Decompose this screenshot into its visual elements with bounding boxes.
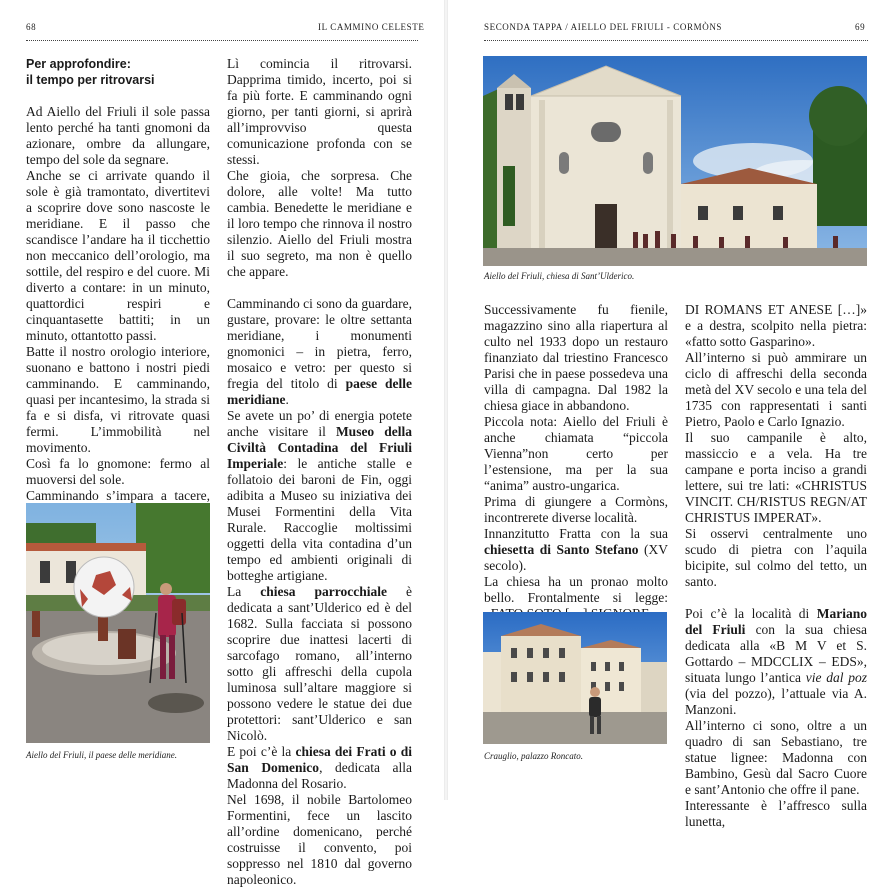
photo-caption-top: Aiello del Friuli, chiesa di Sant’Ulderico. — [484, 271, 635, 281]
running-head-right: SECONDA TAPPA / AIELLO DEL FRIULI - CORMÒNS — [484, 22, 723, 32]
photo-caption-bottom: Crauglio, palazzo Roncato. — [484, 751, 584, 761]
paragraph: La chiesa ha un pronao molto bello. Frontalmente si legge: — [484, 574, 668, 605]
left-column-1 — [26, 56, 210, 552]
header-rule-right — [484, 40, 868, 41]
page-number-left: 68 — [26, 22, 37, 32]
right-column-2 — [685, 302, 867, 830]
paragraph: Interessante è l’affresco sulla lunetta, — [685, 798, 867, 829]
photo-palazzo-roncato — [483, 612, 667, 744]
paragraph: DI ROMANS ET ANESE […]» e a destra, scolpito nella pietra: «fatto sotto Gasparino». — [685, 302, 867, 349]
right-page — [447, 0, 893, 829]
right-column-1 — [484, 302, 668, 622]
paragraph: Che gioia, che sorpresa. Che dolore, alle volte! Ma tutto cambia. Benedette le meridiane e il loro tempo che rinnova il nostro silenzio. Aiello del Friuli mostra il suo segreto, ma non è quello che appare. — [227, 168, 412, 279]
paragraph: Innanzitutto Fratta con la sua chiesetta di Santo Stefano (XV secolo). — [484, 526, 668, 573]
paragraph: Camminando s’impara a tacere, — [26, 488, 210, 503]
paragraph: Ad Aiello del Friuli il sole passa lento perché ha tanti gnomoni da azionare, ombre da allungare, tempo del sole da segnare. — [26, 104, 210, 167]
photo-caption-left: Aiello del Friuli, il paese delle meridiane. — [26, 750, 177, 760]
photo-meridian-sculpture — [26, 503, 210, 743]
box-title-line2: il tempo per ritrovarsi — [26, 73, 155, 87]
paragraph: Successivamente fu fienile, magazzino sino alla riapertura al culto nel 1933 dopo un restauro finanziato dal triestino Francesco Parisi che in paese possedeva una villa di campagna. Dal 1982 la chiesa giace in abbandono. — [484, 302, 668, 413]
paragraph: Così fa lo gnomone: fermo al muoversi del sole. — [26, 456, 210, 487]
paragraph: Poi c’è la località di Mariano del Friuli con la sua chiesa dedicata alla «B M V et S. Gottardo – MDCCLIX – EDS», situata lungo l’antica vie dal poz (via del pozzo), l’attuale via A. Manzoni. — [685, 606, 867, 717]
paragraph: Camminando ci sono da guardare, gustare, provare: le oltre settanta meridiane, i monumenti gnomonici – in pietra, ferro, mosaico e vetro: per questo si fregia del titolo di paese delle meridiane. — [227, 296, 412, 407]
left-page — [0, 0, 446, 887]
paragraph: Il suo campanile è alto, massiccio e a vela. Ha tre campane e porta inciso a grandi lettere, sui tre lati: «CHRISTUS VINCIT. CH/RISTUS REGN/AT CHRISTUS IMPERAT». — [685, 430, 867, 525]
running-head-left: IL CAMMINO CELESTE — [318, 22, 425, 32]
paragraph: Piccola nota: Aiello del Friuli è anche chiamata “piccola Vienna”non certo per l’estensione, ma per la sua “anima” austro-ungarica. — [484, 414, 668, 493]
paragraph: All’interno si può ammirare un ciclo di affreschi della seconda metà del XV secolo e una tela del 1735 con rappresentati i santi Pietro, Paolo e Carlo Ignazio. — [685, 350, 867, 429]
box-title-line1: Per approfondire: — [26, 57, 131, 71]
paragraph: Se avete un po’ di energia potete anche visitare il Museo della Civiltà Contadina del Friuli Imperiale: le antiche stalle e follatoio dei baroni de Fin, oggi adibita a Museo su iniziativa dei Musei Formentini della Vita Rurale. Raccoglie moltissimi oggetti della vita contadina d’un tempo ed ambienti originali di botteghe artigiane. — [227, 408, 413, 583]
paragraph: Prima di giungere a Cormòns, incontrerete diverse località. — [484, 494, 668, 525]
paragraph: E poi c’è la chiesa dei Frati o di San Domenico, dedicata alla Madonna del Rosario. — [227, 744, 412, 791]
paragraph: Nel 1698, il nobile Bartolomeo Formentini, fece un lascito all’ordine domenicano, perché costruisse il convento, poi soppresso nel 1810 dal governo napoleonico. — [227, 792, 412, 887]
paragraph: Anche se ci arrivate quando il sole è già tramontato, divertitevi a scoprire dove sono nascoste le meridiane. E il passo che scandisce l’andare ha il ticchettio non meccanico dell’orologio, ma sottile, del respiro e del cuore. Mi diverto a contare: in un minuto, quattordici respiri e cinquantasette battiti; in un minuto, ottantotto passi. — [26, 168, 210, 343]
paragraph: Si osservi centralmente uno scudo di pietra con l’aquila bicipite, sul colmo del tetto, un santo. — [685, 526, 867, 589]
box-title — [26, 56, 210, 88]
page-number-right: 69 — [855, 22, 866, 32]
photo-church-sant-ulderico — [483, 56, 867, 266]
paragraph: Batte il nostro orologio interiore, suonano e battono i nostri piedi camminando. E camminando, quasi per incantesimo, la strada si fa e si disfa, vi ritrovate quasi fermi. L’immobilità nel movimento. — [26, 344, 210, 455]
paragraph: All’interno ci sono, oltre a un quadro di san Sebastiano, tre statue lignee: Madonna con Bambino, Gesù dal Sacro Cuore e sant’Antonio che offre il pane. — [685, 718, 867, 797]
left-column-2 — [227, 56, 412, 888]
paragraph: Lì comincia il ritrovarsi. Dapprima timido, incerto, poi si fa più forte. E camminando ogni giorno, per tanti giorni, si aprirà all’improvviso questa comunicazione profonda con se stessi. — [227, 56, 412, 167]
paragraph: La chiesa parrocchiale è dedicata a sant’Ulderico ed è del 1682. Sulla facciata si possono scoprire due inattesi lacerti di sarcofago romano, all’interno sotto gli affreschi della cupola luminosa sull’altare maggiore si possono vedere le statue dei due protettori: sant’Ulderico e san Nicolò. — [227, 584, 412, 743]
header-rule-left — [26, 40, 418, 41]
